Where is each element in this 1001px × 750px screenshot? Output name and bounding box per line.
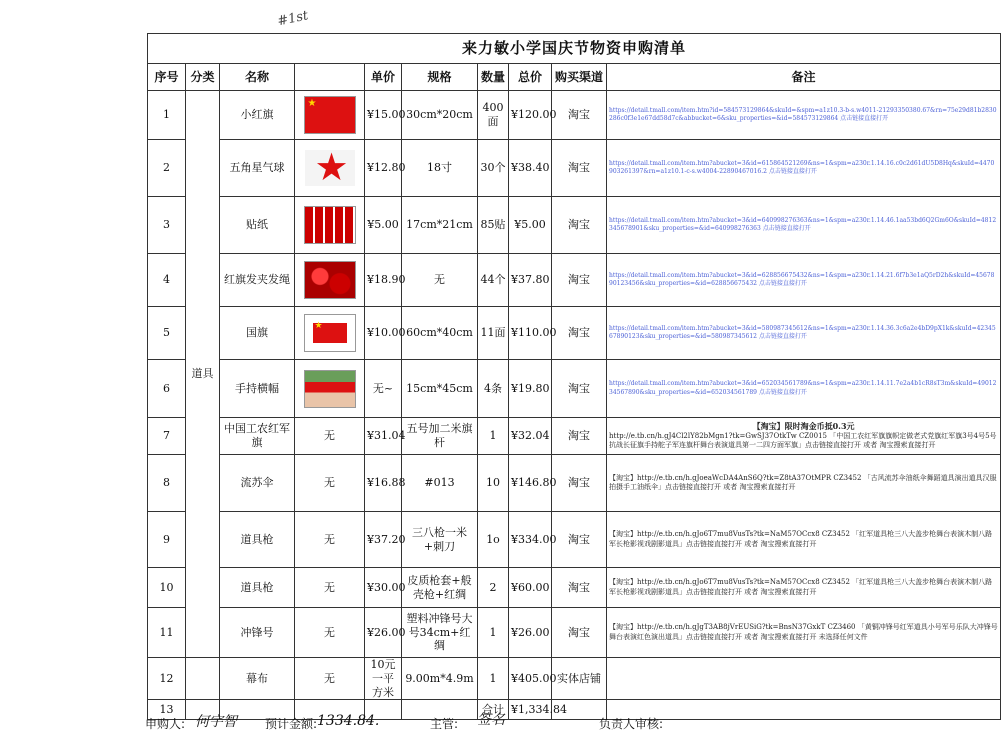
item-spec: 无	[402, 254, 478, 307]
item-channel: 淘宝	[552, 455, 607, 512]
item-total: ¥38.40	[509, 140, 552, 197]
col-header-name: 名称	[220, 64, 295, 91]
item-image	[295, 140, 365, 197]
item-total: ¥19.80	[509, 360, 552, 418]
item-channel: 淘宝	[552, 568, 607, 608]
item-note[interactable]: 【淘宝】http://e.tb.cn/h.gJgT3AB8jVrEUSiG?tk=BnsN37GxkT CZ3460 「黄铜冲锋号红军道具小号军号乐队大冲锋号舞台表演红色演出道具」点击链接直接打开 或者 淘宝搜索直接打开 未选择任何文件	[607, 608, 1001, 658]
item-price: ¥12.80	[365, 140, 402, 197]
purchase-table	[147, 33, 1001, 720]
item-price: ¥15.00	[365, 91, 402, 140]
col-header-no: 序号	[148, 64, 186, 91]
item-note-link[interactable]: https://detail.tmall.com/item.htm?id=584573129864&skuId=&spm=a1z10.3-b-s.w4011-21293350380.67&rn=75e29d81b2830286c0f3e1e67dd58d7c&abbucket=6&sku_properties=&id=584573129864 点击链接直接打开	[607, 91, 1001, 140]
purchase-sheet	[147, 33, 1000, 720]
table-row	[148, 512, 1001, 568]
item-channel: 淘宝	[552, 512, 607, 568]
national-flag-thumbnail-image	[304, 314, 356, 352]
item-note-link[interactable]: https://detail.tmall.com/item.htm?abucket=3&id=640998276363&ns=1&spm=a230r.1.14.46.1aa53bd6Q2Gm6O&skuId=4812345678901&sku_properties=&id=640998276363 点击链接直接打开	[607, 197, 1001, 254]
sticker-thumbnail-image	[304, 206, 356, 244]
item-name: 手持横幅	[220, 360, 295, 418]
table-row	[148, 91, 1001, 140]
banner-thumbnail-image	[304, 370, 356, 408]
item-qty: 1	[478, 658, 509, 700]
item-image-none: 无	[295, 512, 365, 568]
item-name: 红旗发夹发绳	[220, 254, 295, 307]
signature-footer	[145, 712, 1000, 745]
item-price: 无~	[365, 360, 402, 418]
item-total: ¥26.00	[509, 608, 552, 658]
supervisor-label: 主管:	[430, 717, 459, 731]
item-price: ¥26.00	[365, 608, 402, 658]
item-note-link[interactable]: https://detail.tmall.com/item.htm?abucket=3&id=580987345612&ns=1&spm=a230r.1.14.36.3c6a2e4bD9pX1k&skuId=4234567890123&sku_properties=&id=580987345612 点击链接直接打开	[607, 307, 1001, 360]
item-note-link[interactable]: https://detail.tmall.com/item.htm?abucket=3&id=652034561789&ns=1&spm=a230r.1.14.11.7e2a4b1cR8sT3m&skuId=4901234567890&sku_properties=&id=652034561789 点击链接直接打开	[607, 360, 1001, 418]
item-spec: 三八枪一米+刺刀	[402, 512, 478, 568]
estimate-value: 1334.84.	[317, 713, 380, 729]
item-total: ¥60.00	[509, 568, 552, 608]
item-spec: 塑料冲锋号大号34cm+红绸	[402, 608, 478, 658]
row-no: 1	[148, 91, 186, 140]
item-channel: 淘宝	[552, 608, 607, 658]
item-name: 幕布	[220, 658, 295, 700]
item-note-link[interactable]: https://detail.tmall.com/item.htm?abucket=3&id=615864521269&ns=1&spm=a230r.1.14.16.c0c2d61dU5D8Hq&skuId=4470903261397&rn=a1z10.1-c-s.w4004-22890467016.2 点击链接直接打开	[607, 140, 1001, 197]
item-qty: 1o	[478, 512, 509, 568]
item-qty: 400面	[478, 91, 509, 140]
applicant-signature: 何宇智	[195, 714, 237, 730]
responsible-label: 负责人审核:	[599, 717, 664, 731]
item-total: ¥110.00	[509, 307, 552, 360]
item-spec: 9.00m*4.9m	[402, 658, 478, 700]
item-spec: #013	[402, 455, 478, 512]
row-no: 3	[148, 197, 186, 254]
item-note	[607, 418, 1001, 455]
col-header-price: 单价	[365, 64, 402, 91]
item-name: 中国工农红军旗	[220, 418, 295, 455]
item-qty: 2	[478, 568, 509, 608]
table-row	[148, 608, 1001, 658]
item-price: 10元一平方米	[365, 658, 402, 700]
row-no: 8	[148, 455, 186, 512]
table-row	[148, 360, 1001, 418]
item-image	[295, 254, 365, 307]
item-price: ¥16.88	[365, 455, 402, 512]
item-name: 冲锋号	[220, 608, 295, 658]
table-header	[148, 64, 1001, 91]
item-image	[295, 197, 365, 254]
item-spec: 皮质枪套+般壳枪+红绸	[402, 568, 478, 608]
row-no: 2	[148, 140, 186, 197]
col-header-qty: 数量	[478, 64, 509, 91]
item-price: ¥10.00	[365, 307, 402, 360]
item-total: ¥37.80	[509, 254, 552, 307]
item-channel: 淘宝	[552, 197, 607, 254]
row-no: 9	[148, 512, 186, 568]
col-header-spec: 规格	[402, 64, 478, 91]
item-name: 贴纸	[220, 197, 295, 254]
category-cell: 道具	[186, 91, 220, 658]
star-balloon-thumbnail-image	[305, 150, 355, 186]
item-qty: 4条	[478, 360, 509, 418]
note-title: 【淘宝】限时淘金币抵0.3元	[752, 421, 855, 432]
item-total: ¥146.80	[509, 455, 552, 512]
item-image	[295, 307, 365, 360]
category-empty	[186, 658, 220, 700]
item-qty: 85贴	[478, 197, 509, 254]
grand-total: ¥1,334.84	[509, 700, 552, 720]
item-image-none: 无	[295, 418, 365, 455]
item-qty: 10	[478, 455, 509, 512]
row-no: 6	[148, 360, 186, 418]
item-qty: 11面	[478, 307, 509, 360]
item-price: ¥31.04	[365, 418, 402, 455]
item-qty: 1	[478, 608, 509, 658]
item-note	[607, 658, 1001, 700]
item-name: 五角星气球	[220, 140, 295, 197]
item-channel: 淘宝	[552, 307, 607, 360]
table-row	[148, 307, 1001, 360]
row-no: 10	[148, 568, 186, 608]
row-no: 12	[148, 658, 186, 700]
col-header-note: 备注	[607, 64, 1001, 91]
table-row	[148, 568, 1001, 608]
item-spec: 五号加二米旗杆	[402, 418, 478, 455]
item-total: ¥120.00	[509, 91, 552, 140]
item-channel: 淘宝	[552, 360, 607, 418]
item-qty: 1	[478, 418, 509, 455]
item-name: 国旗	[220, 307, 295, 360]
item-name: 道具枪	[220, 512, 295, 568]
item-total: ¥334.00	[509, 512, 552, 568]
table-row	[148, 455, 1001, 512]
item-spec: 17cm*21cm	[402, 197, 478, 254]
item-channel: 淘宝	[552, 140, 607, 197]
page-title: 来力敏小学国庆节物资申购清单	[148, 34, 1001, 64]
item-channel: 淘宝	[552, 91, 607, 140]
item-price: ¥30.00	[365, 568, 402, 608]
applicant-label: 申购人:	[145, 717, 186, 731]
table-row	[148, 418, 1001, 455]
estimate-label: 预计金额:	[265, 717, 318, 731]
col-header-image	[295, 64, 365, 91]
item-spec: 18寸	[402, 140, 478, 197]
hair-clip-thumbnail-image	[304, 261, 356, 299]
item-name: 流苏伞	[220, 455, 295, 512]
table-row	[148, 658, 1001, 700]
item-name: 道具枪	[220, 568, 295, 608]
item-spec: 60cm*40cm	[402, 307, 478, 360]
item-image-none: 无	[295, 568, 365, 608]
note-text[interactable]: http://e.tb.cn/h.gJ4Cl2lY82bMgn1?tk=GwSJ37OtkTw CZ0015 「中国工农红军旗旗帜定做老式党旗红军旗3号4号5号抗战长征旗手持舵子军连旗杆舞台表演道具第一二四方面军旗」点击链接直接打开 或者 淘宝搜索直接打开	[609, 431, 997, 450]
item-qty: 44个	[478, 254, 509, 307]
item-channel: 实体店铺	[552, 658, 607, 700]
row-no: 5	[148, 307, 186, 360]
col-header-channel: 购买渠道	[552, 64, 607, 91]
col-header-total: 总价	[509, 64, 552, 91]
row-no: 4	[148, 254, 186, 307]
item-note[interactable]: 【淘宝】http://e.tb.cn/h.gJo6T7mu8VusTs?tk=NaM57OCcx8 CZ3452 「红军道具枪三八大盖步枪舞台表演木制八路军长枪影视戏剧影道具」点击链接直接打开 或者 淘宝搜索直接打开	[607, 512, 1001, 568]
item-note[interactable]: 【淘宝】http://e.tb.cn/h.gJoeaWcDA4AnS6Q?tk=Z8tA37OtMPR CZ3452 「古风流苏伞油纸伞舞蹈道具演出道具汉服拍摄手工油纸伞」点击链接直接打开 或者 淘宝搜索直接打开	[607, 455, 1001, 512]
item-price: ¥18.90	[365, 254, 402, 307]
handwritten-mark: #1st	[276, 8, 310, 30]
table-row	[148, 254, 1001, 307]
item-note[interactable]: 【淘宝】http://e.tb.cn/h.gJo6T7mu8VusTs?tk=NaM57OCcx8 CZ3452 「红军道具枪三八大盖步枪舞台表演木制八路军长枪影视戏剧影道具」点击链接直接打开 或者 淘宝搜索直接打开	[607, 568, 1001, 608]
item-image-none: 无	[295, 608, 365, 658]
item-spec: 30cm*20cm	[402, 91, 478, 140]
item-image	[295, 360, 365, 418]
item-price: ¥37.20	[365, 512, 402, 568]
item-channel: 淘宝	[552, 254, 607, 307]
row-no: 13	[148, 700, 186, 720]
item-channel: 淘宝	[552, 418, 607, 455]
table-row	[148, 197, 1001, 254]
item-qty: 30个	[478, 140, 509, 197]
flag-thumbnail-image	[304, 96, 356, 134]
item-note-link[interactable]: https://detail.tmall.com/item.htm?abucket=3&id=628856675432&ns=1&spm=a230r.1.14.21.6f7b3e1aQ5rD2h&skuId=4567890123456&sku_properties=&id=628856675432 点击链接直接打开	[607, 254, 1001, 307]
col-header-category: 分类	[186, 64, 220, 91]
item-image	[295, 91, 365, 140]
item-spec: 15cm*45cm	[402, 360, 478, 418]
total-label: 合计	[478, 700, 509, 720]
item-total: ¥5.00	[509, 197, 552, 254]
item-total: ¥405.00	[509, 658, 552, 700]
row-no: 11	[148, 608, 186, 658]
supervisor-signature: 签名	[477, 712, 505, 728]
item-price: ¥5.00	[365, 197, 402, 254]
row-no: 7	[148, 418, 186, 455]
item-total: ¥32.04	[509, 418, 552, 455]
item-name: 小红旗	[220, 91, 295, 140]
item-image-none: 无	[295, 455, 365, 512]
item-image-none: 无	[295, 658, 365, 700]
table-row	[148, 140, 1001, 197]
